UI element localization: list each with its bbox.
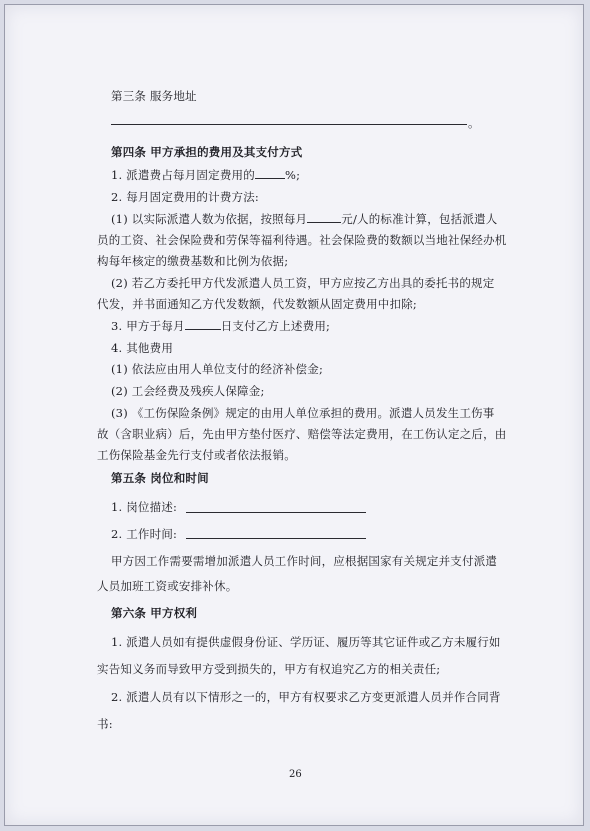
article4-item4: 4. 其他费用	[111, 341, 174, 355]
article4-p2-line2: 代发，并书面通知乙方代发数额，代发数额从固定费用中扣除;	[97, 297, 417, 311]
article4-item1: 1. 派遣费占每月固定费用的 %;	[111, 168, 301, 182]
article4-heading: 第四条 甲方承担的费用及其支付方式	[111, 145, 303, 159]
article4-p2-line1: (2) 若乙方委托甲方代发派遣人员工资，甲方应按乙方出具的委托书的规定	[111, 276, 495, 290]
working-time-blank	[186, 538, 366, 539]
article4-p1-line1: (1) 以实际派遣人数为依据，按照每月 元/人的标准计算，包括派遣人	[111, 212, 498, 226]
article6-item2-line2: 书:	[97, 717, 113, 731]
address-blank-line	[111, 124, 467, 125]
article4-p1-line2: 员的工资、社会保险费和劳保等福利待遇。社会保险费的数额以当地社保经办机	[97, 233, 507, 247]
article6-heading: 第六条 甲方权利	[111, 606, 198, 620]
address-end-mark: 。	[468, 116, 480, 130]
article6-item1-line1: 1. 派遣人员如有提供虚假身份证、学历证、履历等其它证件或乙方未履行如	[111, 635, 501, 649]
article5-heading: 第五条 岗位和时间	[111, 471, 209, 485]
article4-other2: (2) 工会经费及残疾人保障金;	[111, 384, 265, 398]
article5-para-line2: 人员加班工资或安排补休。	[97, 579, 238, 593]
article4-p1-line3: 构每年核定的缴费基数和比例为依据;	[97, 254, 289, 268]
page-number: 26	[289, 769, 302, 780]
position-description-blank	[186, 512, 366, 513]
article3-heading: 第三条 服务地址	[111, 89, 197, 103]
article6-item1-line2: 实告知义务而导致甲方受到损失的，甲方有权追究乙方的相关责任;	[97, 662, 441, 676]
document-page	[4, 4, 584, 826]
article5-para-line1: 甲方因工作需要需增加派遣人员工作时间，应根据国家有关规定并支付派遣	[111, 554, 498, 568]
article4-other1: (1) 依法应由用人单位支付的经济补偿金;	[111, 362, 324, 376]
article4-item2: 2. 每月固定费用的计费方法:	[111, 190, 260, 204]
position-description-label: 1. 岗位描述:	[111, 500, 178, 514]
article4-other3-line3: 工伤保险基金先行支付或者依法报销。	[97, 448, 296, 462]
article4-other3-line2: 故（含职业病）后，先由甲方垫付医疗、赔偿等法定费用，在工伤认定之后，由	[97, 427, 507, 441]
working-time-label: 2. 工作时间:	[111, 527, 178, 541]
article6-item2-line1: 2. 派遣人员有以下情形之一的，甲方有权要求乙方变更派遣人员并作合同背	[111, 690, 501, 704]
article4-other3-line1: (3) 《工伤保险条例》规定的由用人单位承担的费用。派遣人员发生工伤事	[111, 406, 495, 420]
article4-item3: 3. 甲方于每月 日支付乙方上述费用;	[111, 319, 331, 333]
